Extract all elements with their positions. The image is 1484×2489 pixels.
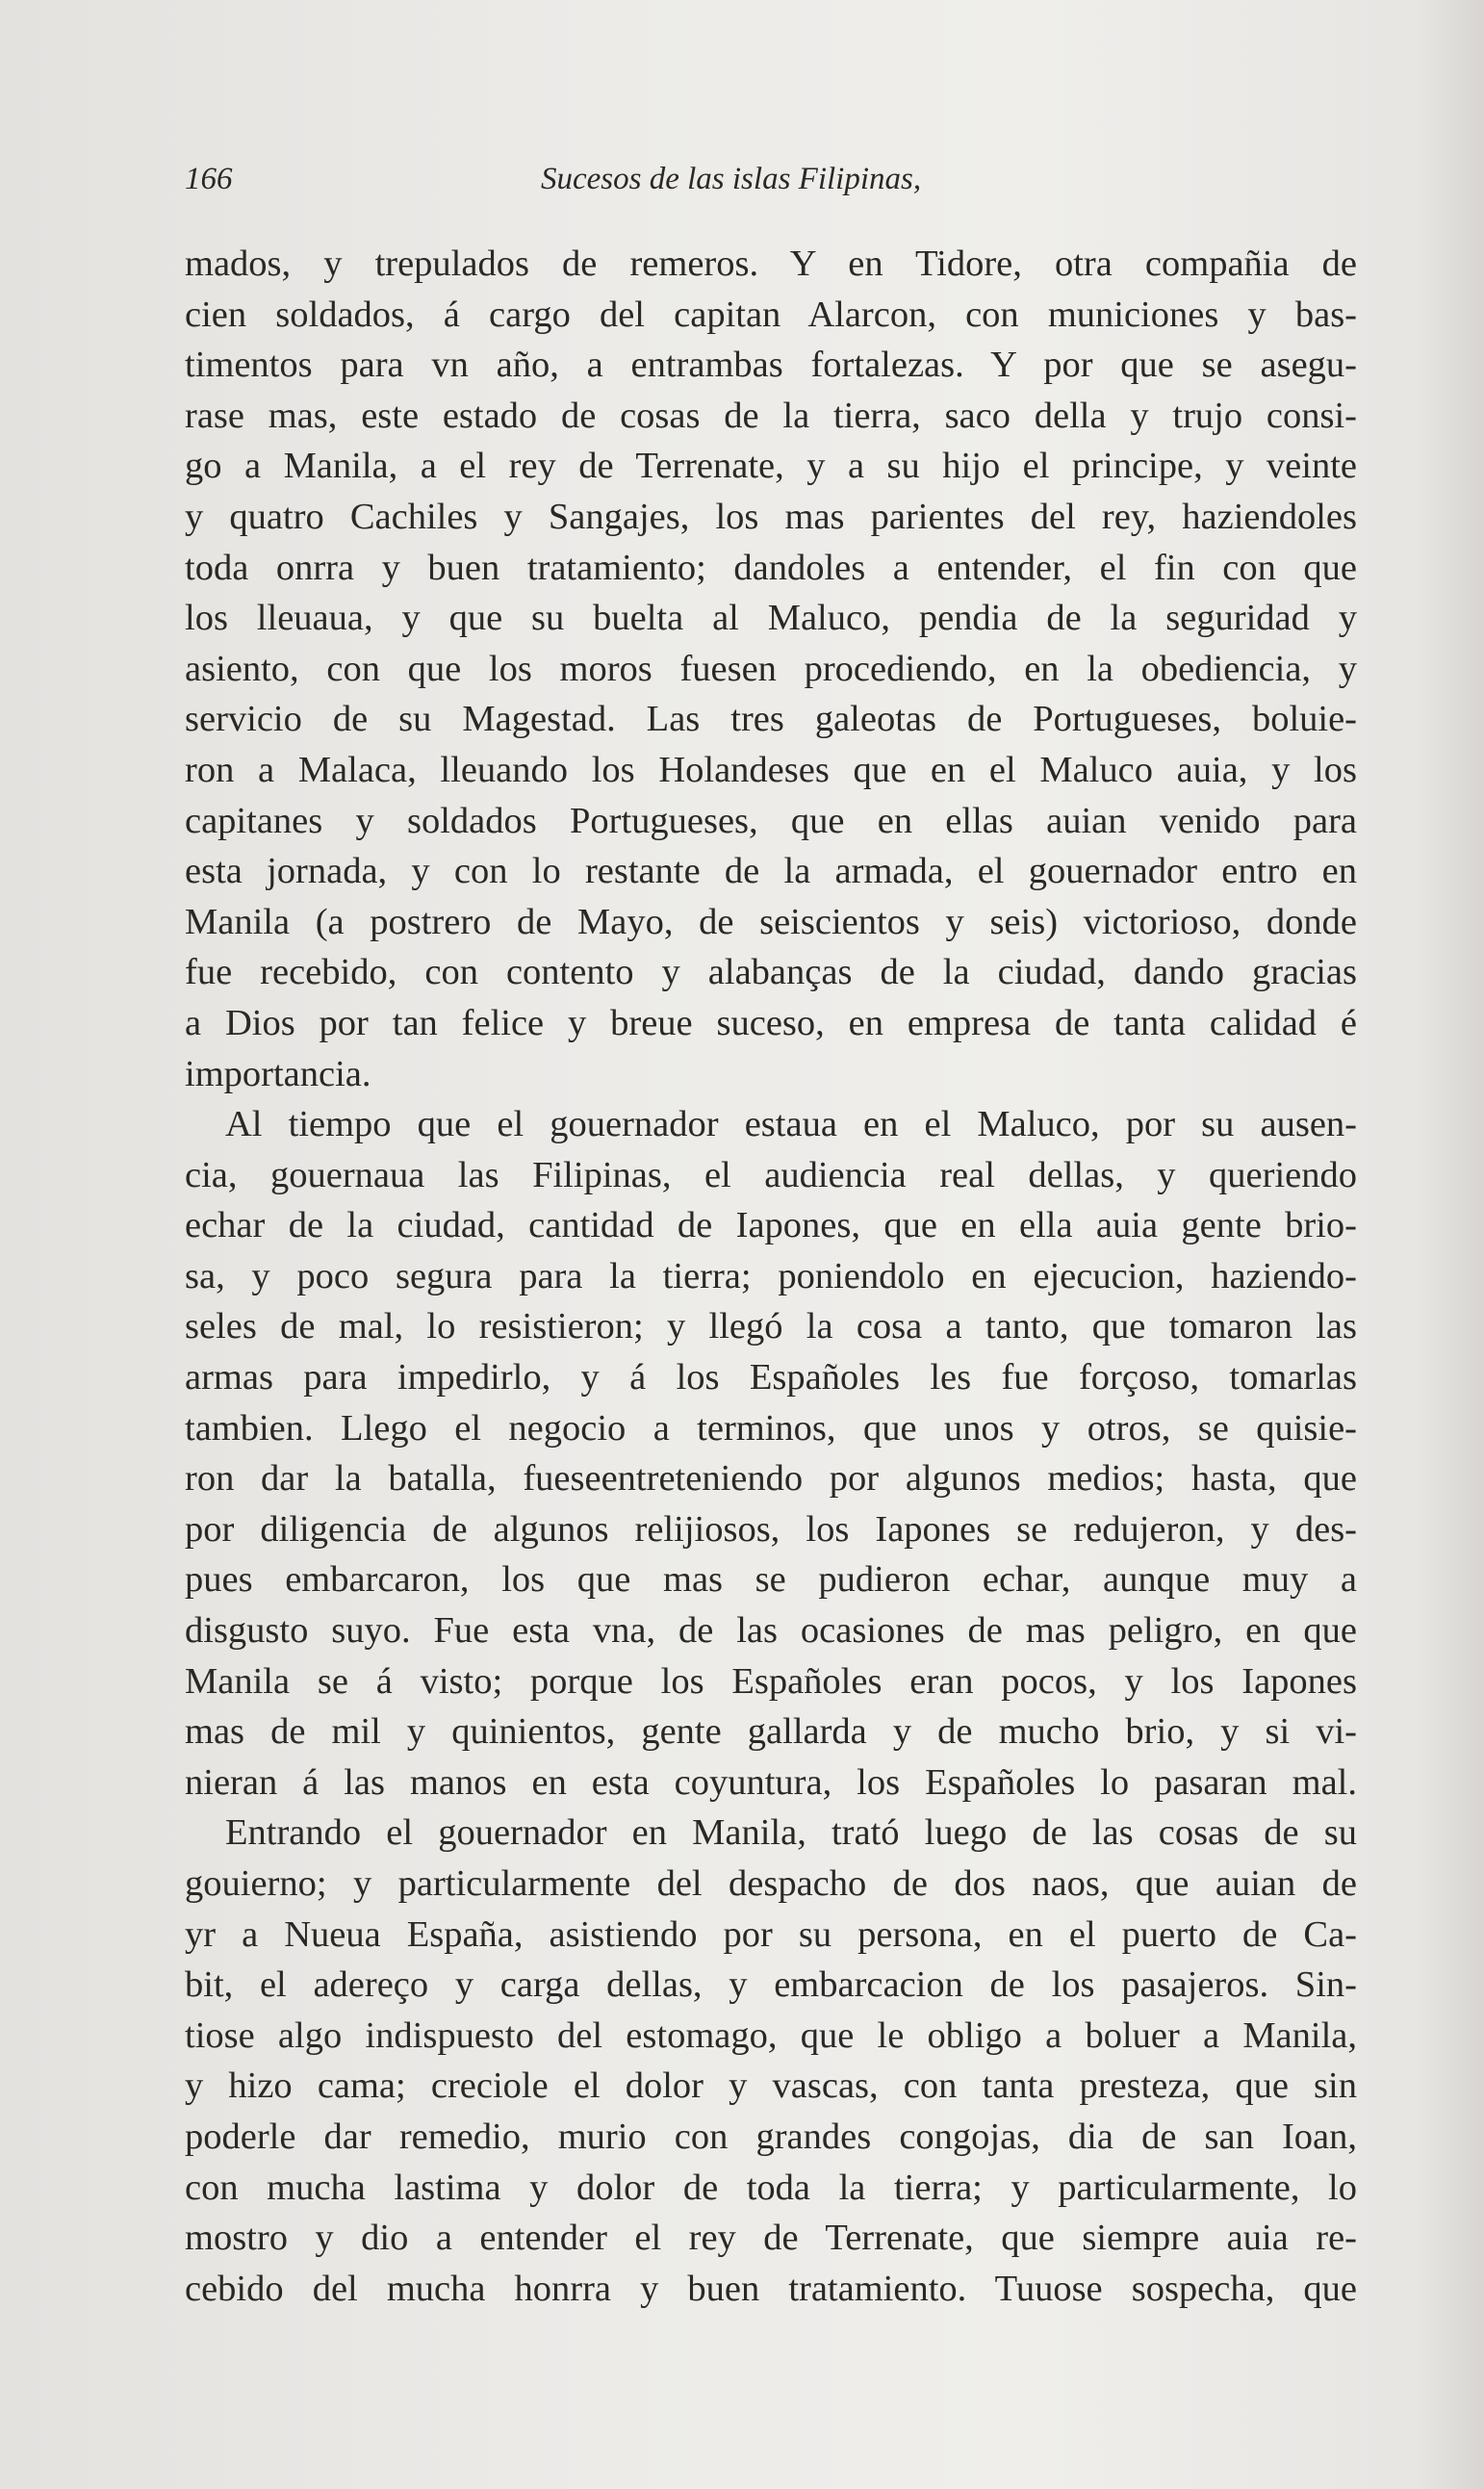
text-line: bit, el adereço y carga dellas, y embarcacion de los pasajeros. Sin-	[185, 1964, 1357, 2006]
text-line: mas de mil y quinientos, gente gallarda y de mucho brio, y si vi-	[185, 1711, 1357, 1753]
text-line: con mucha lastima y dolor de toda la tierra; y particularmente, lo	[185, 2167, 1357, 2208]
text-line: toda onrra y buen tratamiento; dandoles a entender, el fin con que	[185, 547, 1357, 588]
text-line: sa, y poco segura para la tierra; poniendolo en ejecucion, haziendo-	[185, 1255, 1357, 1296]
text-line: importancia.	[185, 1053, 371, 1094]
text-line: servicio de su Magestad. Las tres galeotas de Portugueses, boluie-	[185, 699, 1357, 740]
text-line: yr a Nueua España, asistiendo por su persona, en el puerto de Ca-	[185, 1913, 1357, 1955]
text-line: nieran á las manos en esta coyuntura, los Españoles lo pasaran mal.	[185, 1761, 1357, 1803]
running-title: Sucesos de las islas Filipinas,	[541, 162, 922, 196]
text-line: disgusto suyo. Fue esta vna, de las ocasiones de mas peligro, en que	[185, 1610, 1357, 1652]
page-edge-shadow	[1417, 0, 1484, 2489]
text-line: cebido del mucha honrra y buen tratamiento. Tuuose sospecha, que	[185, 2268, 1357, 2309]
text-line: tiose algo indispuesto del estomago, que le obligo a boluer a Manila,	[185, 2014, 1357, 2056]
text-line: cien soldados, á cargo del capitan Alarcon, con municiones y bas-	[185, 294, 1357, 335]
text-line: esta jornada, y con lo restante de la armada, el gouernador entro en	[185, 851, 1357, 892]
text-line: por diligencia de algunos relijiosos, los Iapones se redujeron, y des-	[185, 1508, 1357, 1550]
text-line: rase mas, este estado de cosas de la tierra, saco della y trujo consi-	[185, 395, 1357, 436]
text-line: y quatro Cachiles y Sangajes, los mas parientes del rey, haziendoles	[185, 496, 1357, 537]
text-line: cia, gouernaua las Filipinas, el audiencia real dellas, y queriendo	[185, 1154, 1357, 1195]
text-line: los lleuaua, y que su buelta al Maluco, pendia de la seguridad y	[185, 598, 1357, 639]
text-line: capitanes y soldados Portugueses, que en ellas auian venido para	[185, 800, 1357, 841]
text-line: go a Manila, a el rey de Terrenate, y a su hijo el principe, y veinte	[185, 446, 1357, 487]
text-line: Entrando el gouernador en Manila, trató luego de las cosas de su	[225, 1812, 1357, 1854]
text-line: fue recebido, con contento y alabanças de la ciudad, dando gracias	[185, 952, 1357, 993]
page-header	[185, 162, 1022, 210]
text-line: armas para impedirlo, y á los Españoles les fue forçoso, tomarlas	[185, 1357, 1357, 1398]
text-line: timentos para vn año, a entrambas fortalezas. Y por que se asegu-	[185, 345, 1357, 386]
text-line: ron dar la batalla, fueseentreteniendo por algunos medios; hasta, que	[185, 1458, 1357, 1500]
text-line: y hizo cama; creciole el dolor y vascas, con tanta presteza, que sin	[185, 2066, 1357, 2107]
text-line: gouierno; y particularmente del despacho de dos naos, que auian de	[185, 1863, 1357, 1904]
text-line: poderle dar remedio, murio con grandes congojas, dia de san Ioan,	[185, 2116, 1357, 2157]
text-line: asiento, con que los moros fuesen procediendo, en la obediencia, y	[185, 648, 1357, 689]
text-line: ron a Malaca, lleuando los Holandeses que en el Maluco auia, y los	[185, 749, 1357, 790]
text-line: mostro y dio a entender el rey de Terrenate, que siempre auia re-	[185, 2218, 1357, 2259]
body-text	[185, 239, 1357, 2314]
text-line: pues embarcaron, los que mas se pudieron echar, aunque muy a	[185, 1559, 1357, 1601]
text-line: mados, y trepulados de remeros. Y en Tidore, otra compañia de	[185, 244, 1357, 284]
text-line: a Dios por tan felice y breue suceso, en empresa de tanta calidad é	[185, 1002, 1357, 1043]
text-line: Al tiempo que el gouernador estaua en el Maluco, por su ausen-	[225, 1104, 1357, 1145]
text-line: tambien. Llego el negocio a terminos, que unos y otros, se quisie-	[185, 1407, 1357, 1449]
text-line: Manila (a postrero de Mayo, de seiscientos y seis) victorioso, donde	[185, 901, 1357, 942]
text-line: echar de la ciudad, cantidad de Iapones, que en ella auia gente brio-	[185, 1205, 1357, 1246]
text-line: Manila se á visto; porque los Españoles eran pocos, y los Iapones	[185, 1660, 1357, 1702]
page-number: 166	[185, 162, 233, 196]
text-line: seles de mal, lo resistieron; y llegó la cosa a tanto, que tomaron las	[185, 1306, 1357, 1347]
